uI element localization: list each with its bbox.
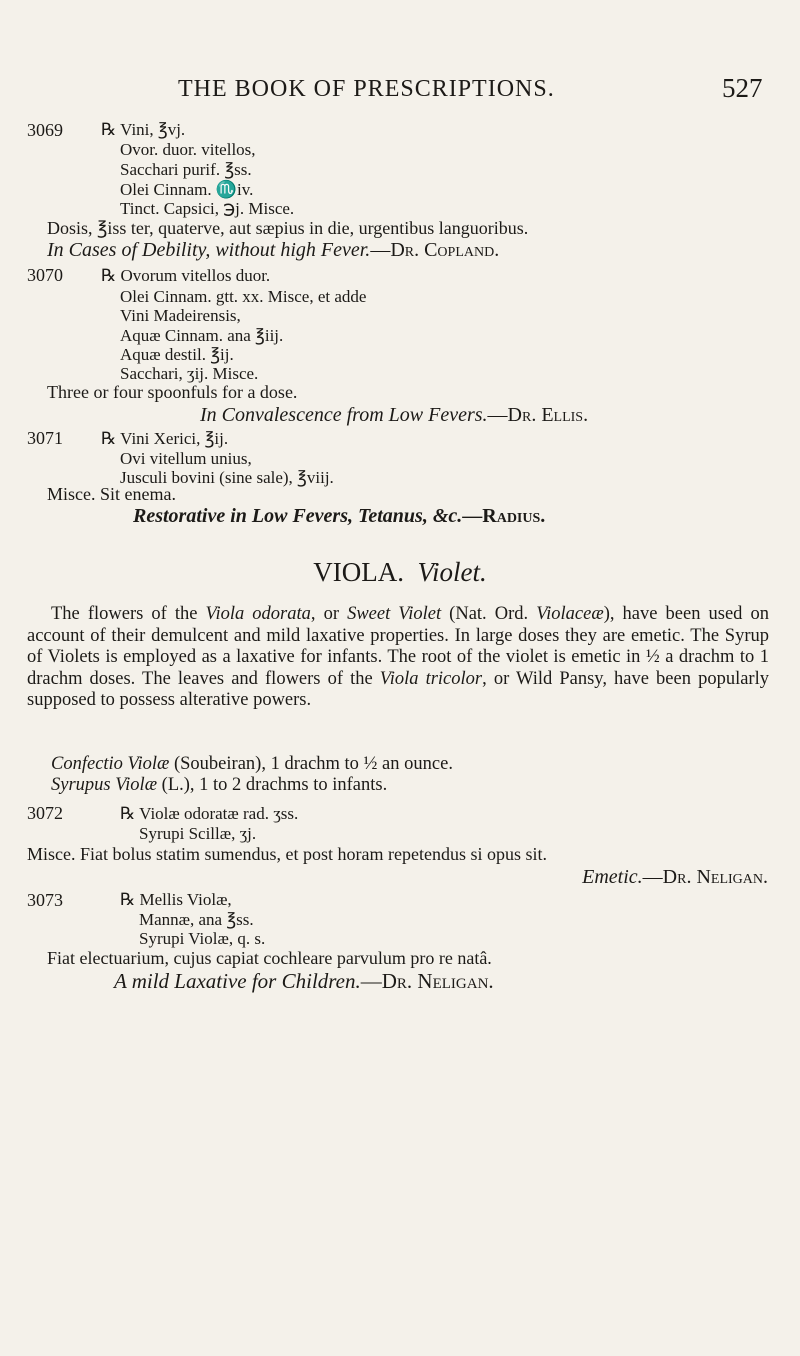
ingredient-line: Tinct. Capsici, ℈j. Misce. [120, 199, 295, 218]
ingredient-line: Olei Cinnam. gtt. xx. Misce, et adde [120, 287, 367, 306]
ingredient-line: Syrupi Violæ, q. s. [139, 929, 266, 948]
recipe-number: 3070 [27, 265, 63, 285]
recipe-number: 3069 [27, 120, 63, 140]
ingredient-line: ℞ Vini Xerici, ℥ij. [101, 429, 229, 448]
recipe-number: 3073 [27, 890, 63, 910]
ingredient-line: Vini Madeirensis, [120, 306, 241, 325]
section-heading [0, 557, 800, 588]
author: —Dr. Ellis. [487, 404, 589, 426]
dose-instruction: Dosis, ℥iss ter, quaterve, aut sæpius in die, urgentibus languoribus. [47, 218, 529, 238]
ingredient-line: Syrupi Scillæ, ʒj. [139, 824, 257, 843]
text-run: The flowers of the [51, 604, 206, 624]
preparation-name: Confectio Violæ [51, 754, 170, 774]
ingredient-line: Jusculi bovini (sine sale), ℥viij. [120, 468, 334, 487]
ingredient-line: Aquæ destil. ℥ij. [120, 345, 234, 364]
caption-text: In Convalescence from Low Fevers. [200, 404, 488, 426]
species-name: Viola odorata [205, 604, 311, 624]
recipe-number: 3072 [27, 803, 63, 823]
ingredient-line: Olei Cinnam. ♏iv. [120, 180, 254, 199]
recipe-caption [47, 239, 499, 262]
dose-instruction: Fiat electuarium, cujus capiat cochleare parvulum pro re natâ. [47, 948, 492, 968]
recipe-caption [114, 969, 494, 994]
ingredient-line: ℞ Ovorum vitellos duor. [101, 266, 271, 285]
preparation-dose: (Soubeiran), 1 drachm to ½ an ounce. [169, 754, 453, 774]
ingredient-line: ℞ Vini, ℥vj. [101, 120, 186, 139]
ingredient-line: ℞ Mellis Violæ, [120, 890, 232, 909]
running-header: THE BOOK OF PRESCRIPTIONS. [178, 76, 555, 102]
author: —Dr. Neligan. [642, 866, 768, 888]
misce-instruction: Misce. Sit enema. [47, 484, 176, 504]
text-run: ), have been used on account of their demulcent and mild laxative properties. In large doses they are emetic. The Syrup of Violets is employed as a laxative for infants. The root of the violet is emetic in ½ a drachm to 1 drachm doses. The leaves and flowers of the [27, 604, 769, 689]
caption-text: A mild Laxative for Children. [114, 969, 361, 993]
misce-instruction: Misce. Fiat bolus statim sumendus, et post horam repetendus si opus sit. [27, 844, 547, 864]
description-paragraph [27, 604, 769, 712]
caption-text: In Cases of Debility, without high Fever. [47, 239, 371, 261]
syrupus-line [51, 775, 387, 797]
common-name: Sweet Violet [347, 604, 442, 624]
order-name: Violaceæ [536, 604, 604, 624]
confectio-line [51, 754, 453, 776]
recipe-caption [133, 505, 545, 528]
caption-text: Restorative in Low Fevers, Tetanus, &c. [133, 505, 463, 527]
caption-text: Emetic. [582, 866, 643, 888]
author: —Dr. Copland. [370, 239, 500, 261]
ingredient-line: Ovor. duor. vitellos, [120, 140, 256, 159]
ingredient-line: Sacchari, ʒij. Misce. [120, 364, 259, 383]
ingredient-line: Mannæ, ana ℥ss. [139, 910, 254, 929]
ingredient-line: ℞ Violæ odoratæ rad. ʒss. [120, 804, 299, 823]
recipe-caption [200, 404, 588, 427]
species-name: Viola tricolor [379, 668, 483, 689]
heading-english: Violet. [417, 557, 487, 587]
recipe-caption [400, 866, 768, 889]
page-number: 527 [722, 73, 763, 103]
author: —Radius. [462, 505, 546, 527]
text-run: , or [310, 604, 348, 624]
dose-instruction: Three or four spoonfuls for a dose. [47, 382, 298, 402]
text-run: (Nat. Ord. [441, 604, 537, 624]
preparation-dose: (L.), 1 to 2 drachms to infants. [157, 775, 388, 795]
ingredient-line: Aquæ Cinnam. ana ℥iij. [120, 326, 284, 345]
ingredient-line: Sacchari purif. ℥ss. [120, 160, 252, 179]
text-run: , or Wild Pansy, have been popularly supposed to possess alterative powers. [27, 668, 769, 710]
author: —Dr. Neligan. [360, 969, 494, 993]
preparation-name: Syrupus Violæ [51, 775, 158, 795]
heading-latin: VIOLA. [313, 557, 404, 587]
recipe-number: 3071 [27, 428, 63, 448]
ingredient-line: Ovi vitellum unius, [120, 449, 252, 468]
